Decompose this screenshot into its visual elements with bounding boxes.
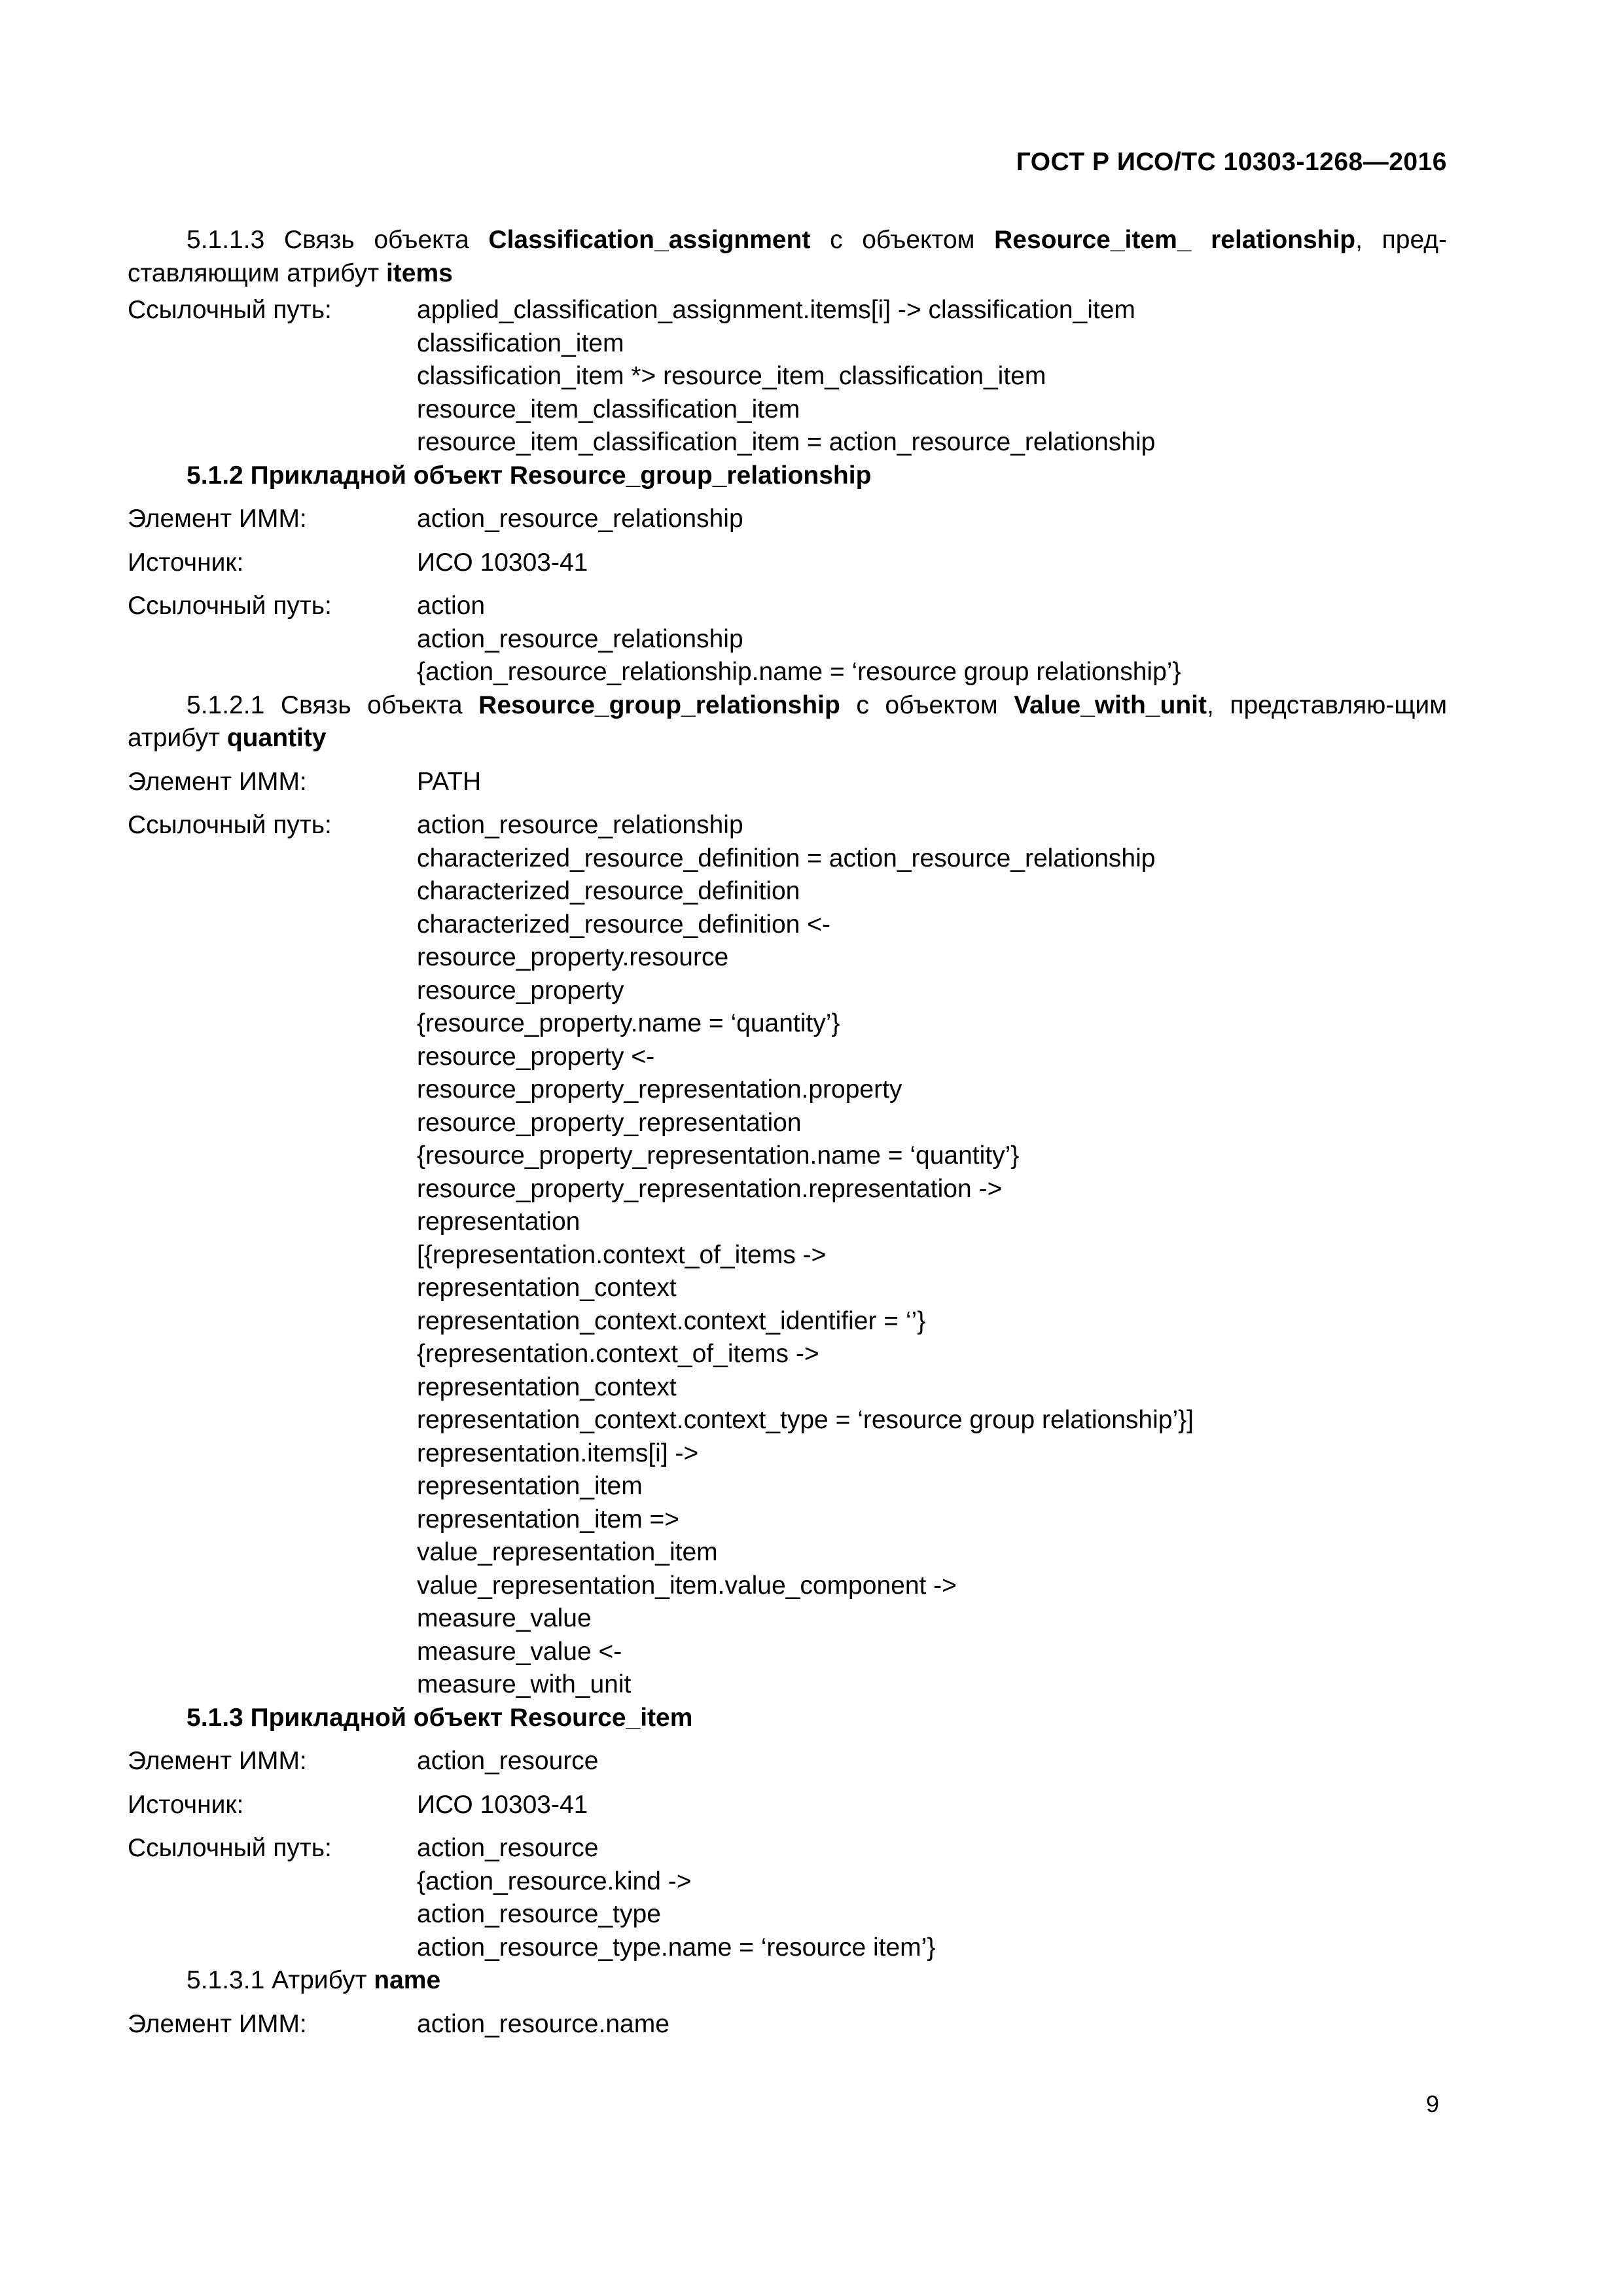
clause-text: , пред-ставляющим атрибут xyxy=(128,226,1448,287)
row-label: Элемент ИММ: xyxy=(128,767,307,796)
reference-path xyxy=(417,294,1447,459)
page-number: 9 xyxy=(1425,2090,1439,2117)
path-line: {resource_property.name = ‘quantity’} xyxy=(417,1009,840,1037)
path-line: action xyxy=(417,592,486,620)
row-value xyxy=(417,1789,1447,1822)
row-value xyxy=(417,503,1447,536)
row-label: Ссылочный путь: xyxy=(128,811,332,839)
path-line: resource_property_representation.property xyxy=(417,1075,902,1103)
path-line: resource_property.resource xyxy=(417,943,729,971)
path-line: action_resource_relationship xyxy=(417,624,743,653)
mapping-row xyxy=(128,1789,1447,1822)
mapping-row xyxy=(128,294,1447,459)
path-line: value_representation_item xyxy=(417,1538,718,1566)
path-line: representation_context xyxy=(417,1372,677,1401)
path-line: representation.items[i] -> xyxy=(417,1439,699,1467)
reference-path xyxy=(417,1832,1447,1964)
value-line: action_resource xyxy=(417,1747,599,1775)
path-line: representation_item => xyxy=(417,1505,680,1534)
clause-5-1-2-1-title xyxy=(128,689,1447,755)
row-label: Источник: xyxy=(128,548,244,577)
mapping-row xyxy=(128,590,1447,689)
value-line: action_resource_relationship xyxy=(417,505,743,533)
mapping-row xyxy=(128,503,1447,536)
mapping-row xyxy=(128,766,1447,799)
clause-5-1-3-1-title xyxy=(128,1964,1447,1998)
attribute-name: items xyxy=(385,259,453,287)
path-line: [{representation.context_of_items -> xyxy=(417,1240,827,1269)
path-line: characterized_resource_definition xyxy=(417,877,800,905)
row-value xyxy=(417,547,1447,580)
clause-text: с объектом xyxy=(810,226,995,254)
row-value xyxy=(417,766,1447,799)
mapping-row xyxy=(128,1745,1447,1778)
row-label: Элемент ИММ: xyxy=(128,505,307,533)
path-line: characterized_resource_definition = action_resource_relationship xyxy=(417,844,1156,872)
path-line: resource_property xyxy=(417,976,624,1005)
clause-text: , представляю-щим атрибут xyxy=(128,691,1448,752)
clause-text: 5.1.2.1 Связь объекта xyxy=(187,691,479,719)
row-label: Ссылочный путь: xyxy=(128,592,332,620)
path-line: {resource_property_representation.name = ‘quantity’} xyxy=(417,1141,1020,1170)
path-line: applied_classification_assignment.items[i] -> classification_item xyxy=(417,296,1135,324)
clause-5-1-3-heading: 5.1.3 Прикладной объект Resource_item xyxy=(187,1703,693,1732)
path-line: value_representation_item.value_component -> xyxy=(417,1571,957,1600)
path-line: representation_context.context_identifier = ‘’} xyxy=(417,1306,926,1335)
path-line: measure_value xyxy=(417,1604,592,1632)
clause-5-1-1-3-title xyxy=(128,224,1447,290)
value-line: ИСО 10303-41 xyxy=(417,1790,588,1819)
clause-5-1-2-heading: 5.1.2 Прикладной объект Resource_group_relationship xyxy=(187,461,872,490)
row-label: Источник: xyxy=(128,1790,244,1819)
mapping-row xyxy=(128,547,1447,580)
path-line: action_resource xyxy=(417,1834,599,1862)
path-line: resource_item_classification_item = action_resource_relationship xyxy=(417,428,1156,456)
clause-text: 5.1.3.1 Атрибут xyxy=(187,1966,374,1994)
path-line: action_resource_type.name = ‘resource item’} xyxy=(417,1933,936,1962)
clause-text: с объектом xyxy=(840,691,1014,719)
path-line: {action_resource_relationship.name = ‘resource group relationship’} xyxy=(417,658,1181,686)
row-label: Ссылочный путь: xyxy=(128,1834,332,1862)
row-label: Элемент ИММ: xyxy=(128,2009,307,2038)
mapping-row xyxy=(128,809,1447,1702)
path-line: measure_value <- xyxy=(417,1637,622,1666)
value-line: action_resource.name xyxy=(417,2009,669,2038)
path-line: resource_item_classification_item xyxy=(417,395,800,423)
clause-text: 5.1.1.3 Связь объекта xyxy=(187,226,489,254)
path-line: characterized_resource_definition <- xyxy=(417,910,830,939)
value-line: ИСО 10303-41 xyxy=(417,548,588,577)
path-line: representation_context.context_type = ‘resource group relationship’}] xyxy=(417,1406,1194,1434)
row-label: Элемент ИММ: xyxy=(128,1747,307,1775)
path-line: representation_item xyxy=(417,1472,643,1500)
path-line: representation_context xyxy=(417,1274,677,1302)
entity-name: Classification_assignment xyxy=(488,226,811,254)
attribute-name: quantity xyxy=(226,724,327,752)
entity-name: Resource_item_ relationship xyxy=(994,226,1356,254)
value-line: PATH xyxy=(417,767,482,796)
row-value xyxy=(417,2008,1447,2041)
reference-path xyxy=(417,590,1447,689)
path-line: action_resource_relationship xyxy=(417,811,743,839)
path-line: classification_item *> resource_item_classification_item xyxy=(417,362,1046,390)
path-line: resource_property_representation xyxy=(417,1108,802,1137)
path-line: classification_item xyxy=(417,329,624,357)
path-line: representation xyxy=(417,1208,580,1236)
row-label: Ссылочный путь: xyxy=(128,296,332,324)
entity-name: Resource_group_relationship xyxy=(478,691,840,719)
mapping-row xyxy=(128,1832,1447,1964)
page-header: ГОСТ Р ИСО/ТС 10303-1268—2016 xyxy=(1016,148,1447,176)
row-value xyxy=(417,1745,1447,1778)
document-body xyxy=(128,224,1447,2041)
path-line: resource_property <- xyxy=(417,1042,655,1071)
entity-name: Value_with_unit xyxy=(1014,691,1207,719)
path-line: {representation.context_of_items -> xyxy=(417,1340,819,1368)
path-line: {action_resource.kind -> xyxy=(417,1867,692,1895)
path-line: action_resource_type xyxy=(417,1900,661,1928)
path-line: resource_property_representation.representation -> xyxy=(417,1174,1003,1203)
mapping-row xyxy=(128,2008,1447,2041)
path-line: measure_with_unit xyxy=(417,1670,632,1698)
attribute-name: name xyxy=(374,1966,441,1994)
reference-path xyxy=(417,809,1447,1702)
